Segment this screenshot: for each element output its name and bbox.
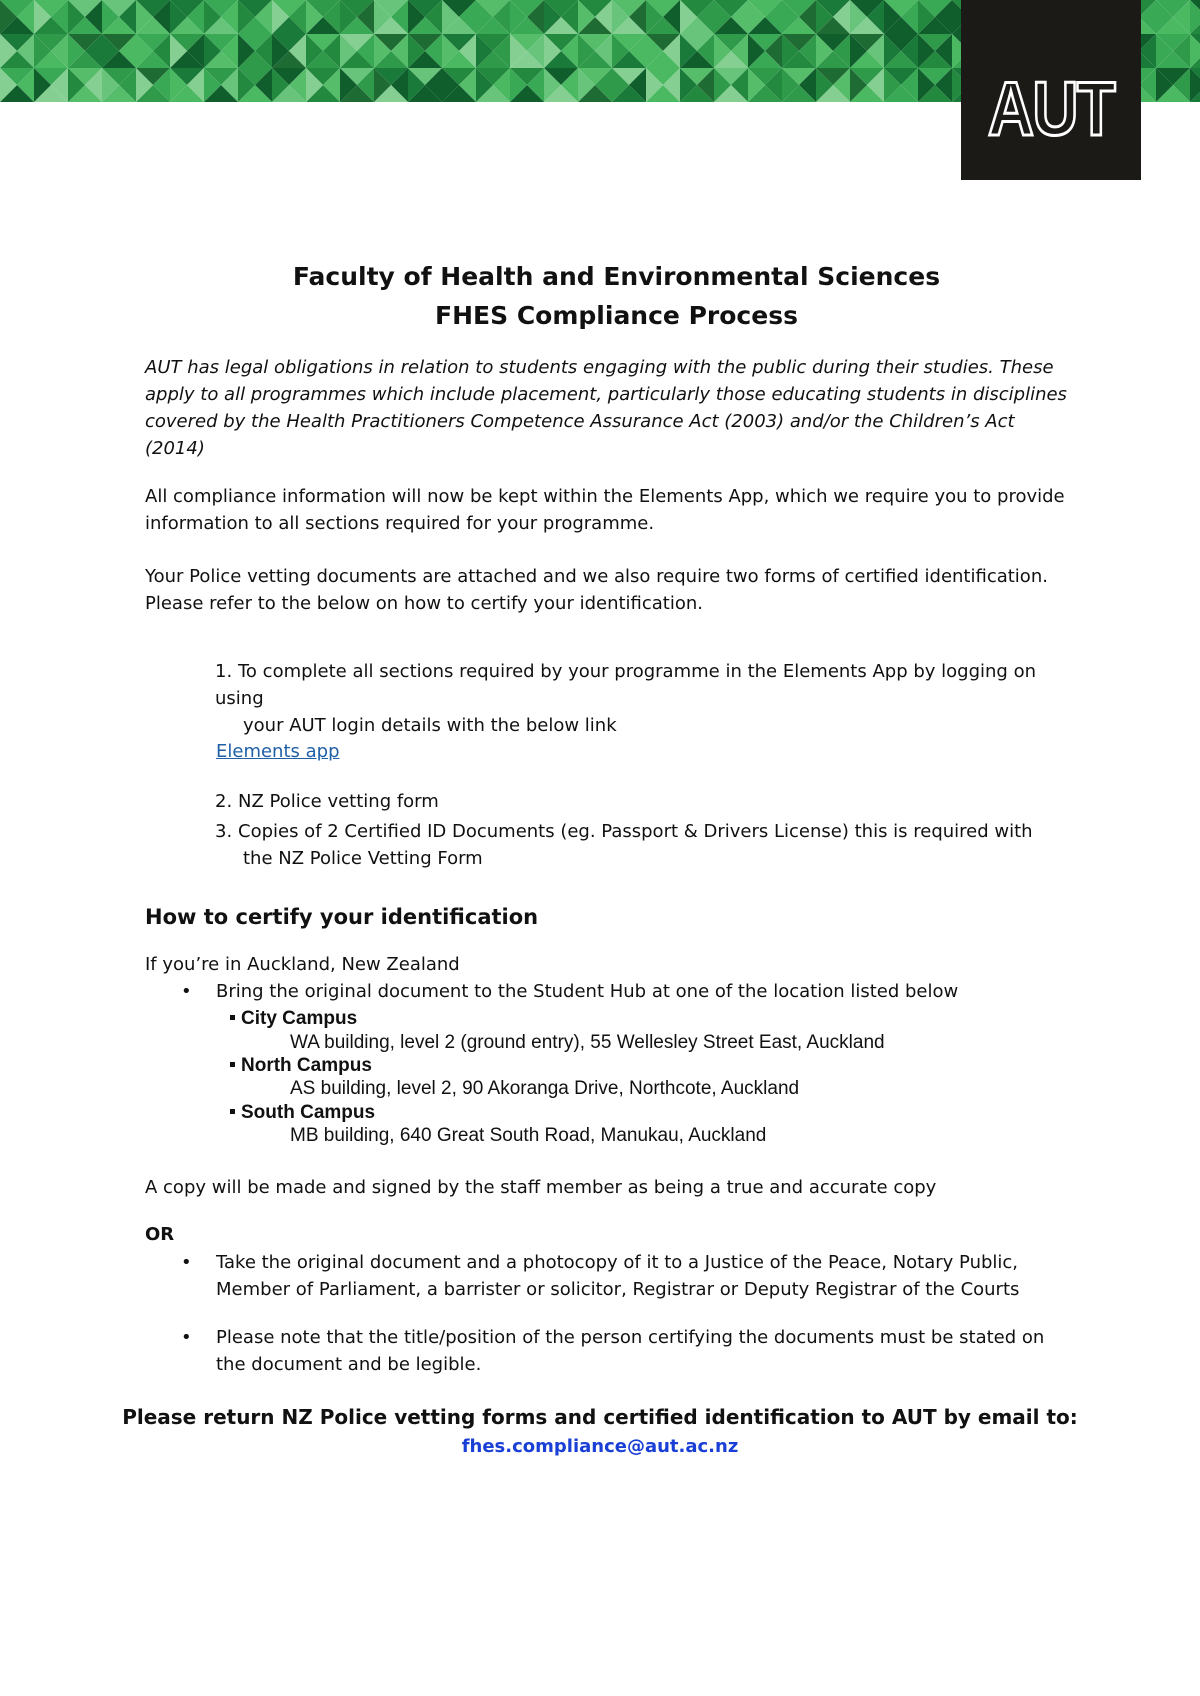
square-bullet-icon [230, 1015, 235, 1020]
campus-city-address: WA building, level 2 (ground entry), 55 Wellesley Street East, Auckland [290, 1032, 885, 1053]
bullet-icon: • [181, 1252, 192, 1273]
list-text: To complete all sections required by your programme in the Elements App by logging on using [215, 661, 1036, 709]
campus-north-address: AS building, level 2, 90 Akoranga Drive, Northcote, Auckland [290, 1078, 800, 1099]
email-line [0, 1431, 1200, 1461]
page-title: Faculty of Health and Environmental Sciences [292, 262, 941, 291]
bullet-student-hub: Bring the original document to the Student Hub at one of the location listed below [216, 981, 959, 1002]
list-text-continued: your AUT login details with the below link [243, 715, 617, 736]
intro-paragraph: AUT has legal obligations in relation to students engaging with the public during their studies. These apply to all programmes which include placement, particularly those educating students in disciplines covered by the Health Practitioners Competence Assurance Act (2003) and/or the Children’s Act (2014) [145, 357, 1067, 459]
bullet-icon: • [181, 1327, 192, 1348]
bullet-justice-of-peace: Take the original document and a photocopy of it to a Justice of the Peace, Notary Public, Member of Parliament, a barrister or solicitor, Registrar or Deputy Registrar of the Courts [216, 1252, 1020, 1300]
square-bullet-icon [230, 1109, 235, 1114]
list-text-continued: the NZ Police Vetting Form [243, 848, 483, 869]
page-subtitle: FHES Compliance Process [435, 301, 798, 330]
list-item-1 [215, 658, 1075, 739]
or-label: OR [145, 1224, 175, 1245]
list-item-2 [215, 788, 1075, 815]
campus-south: South Campus [230, 1101, 375, 1124]
certify-heading: How to certify your identification [145, 905, 539, 929]
auckland-intro: If you’re in Auckland, New Zealand [145, 954, 460, 975]
aut-logo [961, 0, 1141, 180]
list-number: 1. [215, 661, 233, 682]
list-item-3 [215, 818, 1075, 872]
police-vetting-paragraph: Your Police vetting documents are attached and we also require two forms of certified identification. Please refer to the below on how to certify your identification. [145, 566, 1048, 614]
campus-north: North Campus [230, 1054, 372, 1077]
square-bullet-icon [230, 1062, 235, 1067]
copy-note: A copy will be made and signed by the staff member as being a true and accurate copy [145, 1177, 937, 1198]
closing-instruction: Please return NZ Police vetting forms and certified identification to AUT by email to: [122, 1405, 1078, 1429]
list-number: 3. [215, 821, 233, 842]
bullet-title-note: Please note that the title/position of the person certifying the documents must be stated on the document and be legible. [216, 1327, 1045, 1375]
list-text: NZ Police vetting form [238, 791, 439, 812]
bullet-icon: • [181, 981, 192, 1002]
campus-city: City Campus [230, 1007, 357, 1030]
elements-app-link[interactable]: Elements app [216, 741, 340, 762]
compliance-email-link[interactable]: fhes.compliance@aut.ac.nz [461, 1436, 739, 1457]
logo-text: AUT [987, 67, 1115, 152]
campus-south-address: MB building, 640 Great South Road, Manukau, Auckland [290, 1125, 767, 1146]
list-text: Copies of 2 Certified ID Documents (eg. Passport & Drivers License) this is required with [238, 821, 1033, 842]
list-number: 2. [215, 791, 233, 812]
elements-info-paragraph: All compliance information will now be kept within the Elements App, which we require you to provide information to all sections required for your programme. [145, 486, 1065, 534]
